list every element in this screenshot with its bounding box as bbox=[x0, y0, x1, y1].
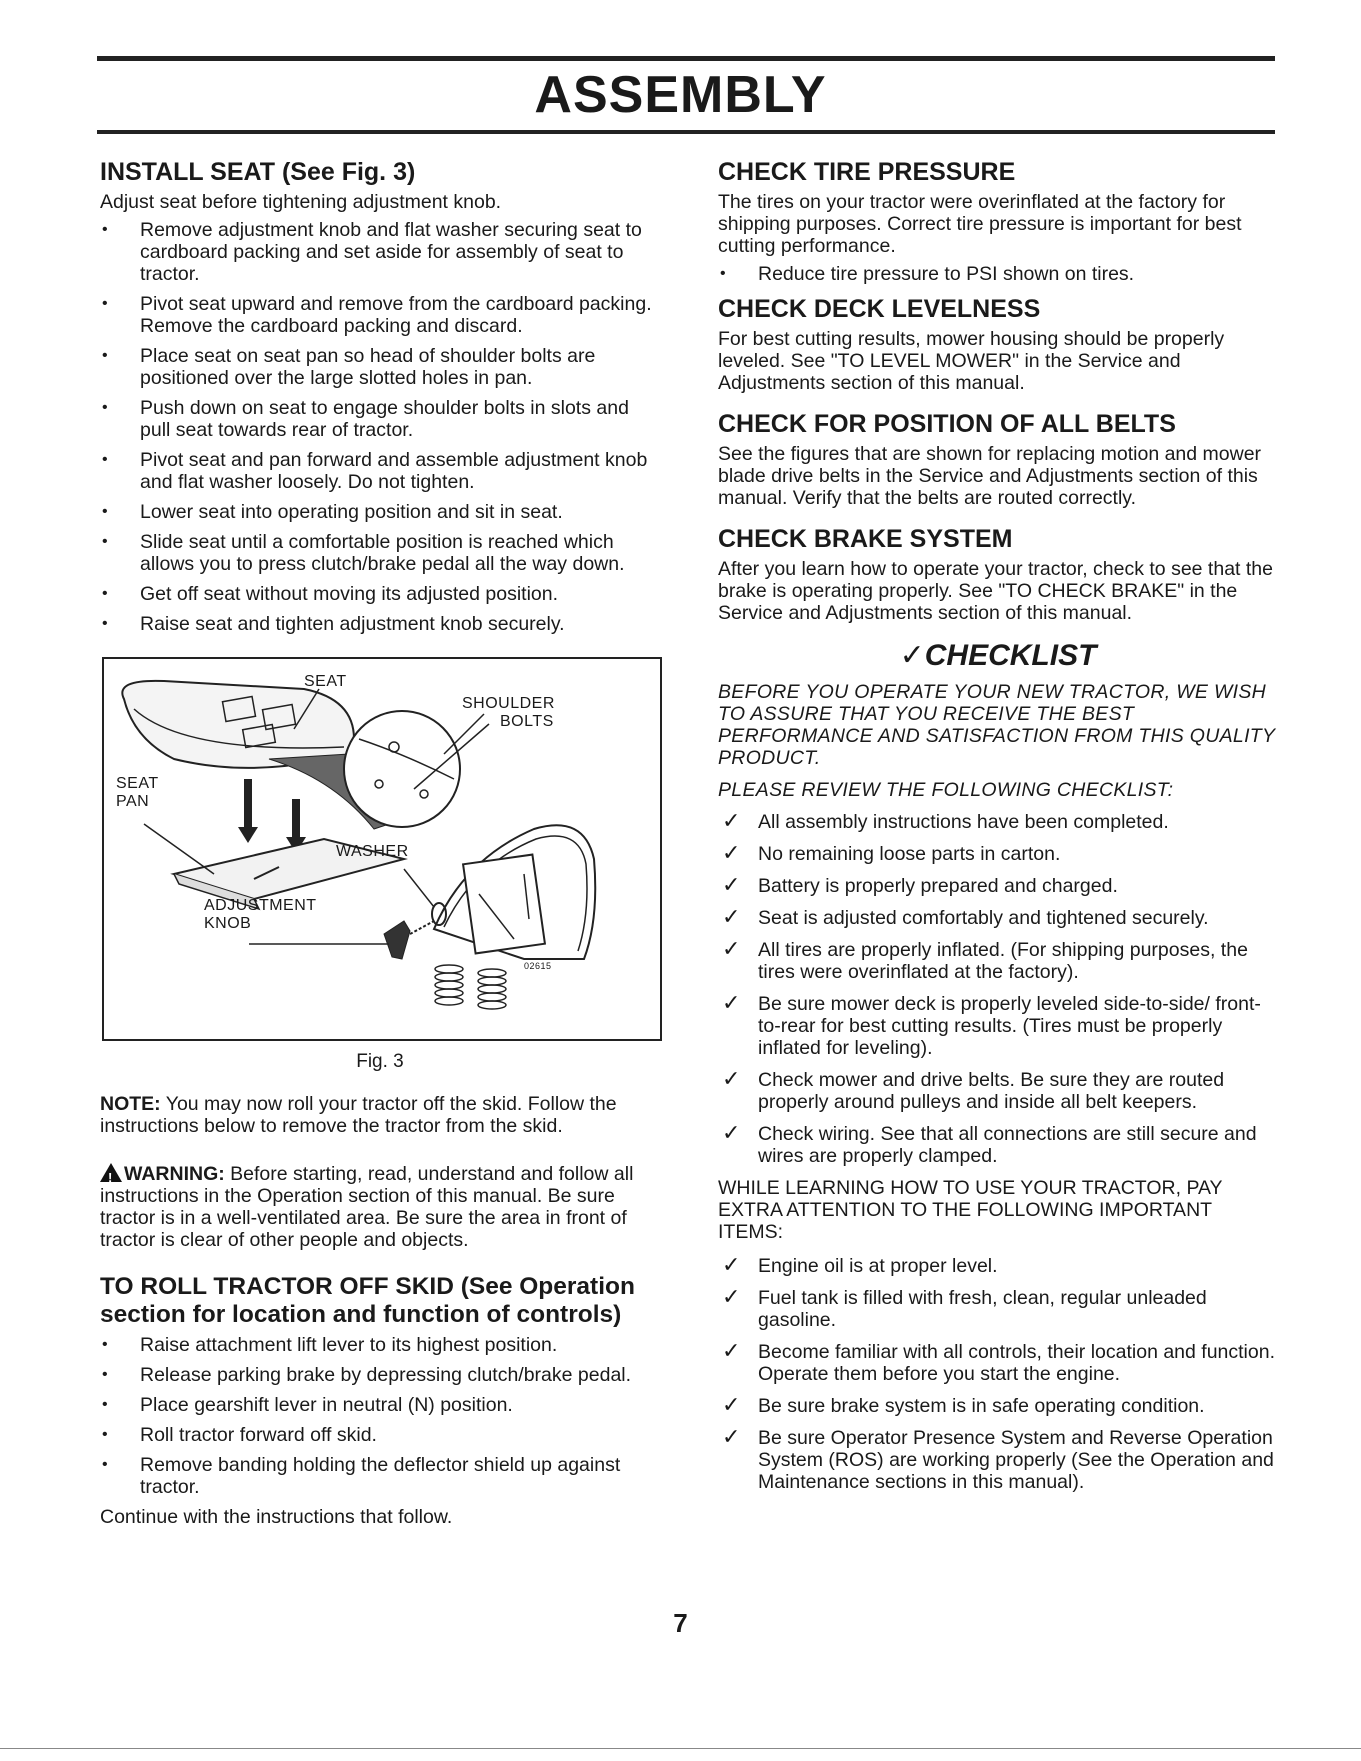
checkmark-icon: ✓ bbox=[722, 1120, 741, 1145]
checklist-item bbox=[718, 904, 1278, 929]
checklist-item-text: Be sure brake system is in safe operating condition. bbox=[758, 1395, 1205, 1417]
roll-tractor-list bbox=[100, 1334, 660, 1498]
header-rule-top bbox=[97, 56, 1275, 61]
list-item: • Get off seat without moving its adjusted position. bbox=[100, 583, 660, 605]
roll-tractor-closing: Continue with the instructions that follow. bbox=[100, 1506, 453, 1528]
checklist-item-text: Seat is adjusted comfortably and tightened securely. bbox=[758, 907, 1209, 929]
install-seat-list bbox=[100, 219, 660, 635]
checkmark-icon: ✓ bbox=[722, 1284, 741, 1309]
checkmark-icon: ✓ bbox=[722, 904, 741, 929]
warning-icon: ! bbox=[100, 1163, 122, 1182]
deck-text: For best cutting results, mower housing should be properly leveled. See "TO LEVEL MOWER" in the Service and Adjustments section of this manual. bbox=[718, 328, 1225, 394]
brake-text: After you learn how to operate your tractor, check to see that the brake is operating properly. See "TO CHECK BRAKE" in the Service and Adjustments section of this manual. bbox=[718, 558, 1273, 624]
checklist-item-text: Fuel tank is filled with fresh, clean, regular unleaded gasoline. bbox=[758, 1287, 1207, 1331]
install-seat-heading: INSTALL SEAT (See Fig. 3) bbox=[100, 158, 416, 186]
label-bolts: BOLTS bbox=[500, 713, 554, 730]
checklist-item-text: Check mower and drive belts. Be sure they are routed properly around pulleys and inside all belt keepers. bbox=[758, 1069, 1225, 1113]
checkmark-icon: ✓ bbox=[722, 990, 741, 1015]
checklist-item bbox=[718, 840, 1278, 865]
install-seat-intro: Adjust seat before tightening adjustment knob. bbox=[100, 191, 502, 213]
checkmark-icon: ✓ bbox=[722, 840, 741, 865]
checklist-item-text: Check wiring. See that all connections are still secure and wires are properly clamped. bbox=[758, 1123, 1257, 1167]
label-seat-pan-2: PAN bbox=[116, 793, 150, 810]
list-item: • Raise seat and tighten adjustment knob securely. bbox=[100, 613, 660, 635]
checklist-review: PLEASE REVIEW THE FOLLOWING CHECKLIST: bbox=[718, 779, 1174, 801]
header-rule-bottom bbox=[97, 130, 1275, 134]
while-learning: WHILE LEARNING HOW TO USE YOUR TRACTOR, PAY EXTRA ATTENTION TO THE FOLLOWING IMPORTANT ITEMS: bbox=[718, 1177, 1223, 1243]
right-column bbox=[718, 150, 1278, 1503]
list-item: • Roll tractor forward off skid. bbox=[100, 1424, 660, 1446]
checklist-item-text: Be sure Operator Presence System and Reverse Operation System (ROS) are working properly (See the Operation and Maintenance sections in this manual). bbox=[758, 1427, 1274, 1493]
list-item: • Pivot seat upward and remove from the cardboard packing. Remove the cardboard packing and discard. bbox=[100, 293, 660, 337]
label-knob: KNOB bbox=[204, 915, 252, 932]
checklist-item bbox=[718, 1338, 1278, 1385]
list-item: • Release parking brake by depressing clutch/brake pedal. bbox=[100, 1364, 660, 1386]
tire-heading: CHECK TIRE PRESSURE bbox=[718, 158, 1016, 186]
checklist-item bbox=[718, 990, 1278, 1059]
list-item: • Place gearshift lever in neutral (N) position. bbox=[100, 1394, 660, 1416]
note-lead: NOTE: bbox=[100, 1093, 161, 1115]
checklist-item bbox=[718, 1120, 1278, 1167]
list-item: • Remove banding holding the deflector shield up against tractor. bbox=[100, 1454, 660, 1498]
page-number: 7 bbox=[673, 1608, 688, 1638]
checklist-item-text: No remaining loose parts in carton. bbox=[758, 843, 1061, 865]
checkmark-icon: ✓ bbox=[722, 936, 741, 961]
bottom-rule bbox=[0, 1748, 1361, 1749]
seat-installation-figure bbox=[102, 657, 662, 1041]
checklist-item bbox=[718, 1284, 1278, 1331]
checkmark-icon: ✓ bbox=[722, 808, 741, 833]
checklist-title: CHECKLIST bbox=[924, 639, 1097, 672]
checklist-item-text: Battery is properly prepared and charged. bbox=[758, 875, 1118, 897]
belts-text: See the figures that are shown for replacing motion and mower blade drive belts in the Service and Adjustments section of this manual. Verify that the belts are routed correctly. bbox=[718, 443, 1262, 509]
deck-heading: CHECK DECK LEVELNESS bbox=[718, 295, 1041, 323]
list-item: • Raise attachment lift lever to its highest position. bbox=[100, 1334, 660, 1356]
checkmark-icon: ✓ bbox=[899, 639, 925, 672]
note-text: You may now roll your tractor off the skid. Follow the instructions below to remove the tractor from the skid. bbox=[100, 1093, 617, 1137]
page-title: ASSEMBLY bbox=[534, 66, 827, 124]
checkmark-icon: ✓ bbox=[722, 1392, 741, 1417]
figure-code: 02615 bbox=[524, 961, 552, 971]
warning-text: Before starting, read, understand and follow all instructions in the Operation section of this manual. Be sure tractor is in a well-ventilated area. Be sure the area in front of tractor is clear of other people and objects. bbox=[100, 1163, 634, 1251]
checklist-item bbox=[718, 1424, 1278, 1493]
checklist-item bbox=[718, 1252, 1278, 1277]
checklist-item bbox=[718, 872, 1278, 897]
checkmark-icon: ✓ bbox=[722, 1424, 741, 1449]
label-seat: SEAT bbox=[304, 673, 347, 690]
roll-tractor-heading: TO ROLL TRACTOR OFF SKID (See Operation section for location and function of controls) bbox=[100, 1273, 635, 1328]
list-item: • Reduce tire pressure to PSI shown on tires. bbox=[718, 263, 1278, 285]
warning-lead: WARNING: bbox=[124, 1163, 225, 1185]
figure-caption: Fig. 3 bbox=[356, 1051, 404, 1072]
checklist-item-text: All tires are properly inflated. (For shipping purposes, the tires were overinflated at the factory). bbox=[758, 939, 1248, 983]
belts-heading: CHECK FOR POSITION OF ALL BELTS bbox=[718, 410, 1176, 438]
label-washer: WASHER bbox=[336, 843, 409, 860]
checklist-item bbox=[718, 1066, 1278, 1113]
checklist-items bbox=[718, 808, 1278, 1167]
checklist-items-2 bbox=[718, 1252, 1278, 1493]
checklist-intro: BEFORE YOU OPERATE YOUR NEW TRACTOR, WE WISH TO ASSURE THAT YOU RECEIVE THE BEST PERFORMANCE AND SATISFACTION FROM THIS QUALITY PRODUCT. bbox=[718, 681, 1275, 769]
label-shoulder: SHOULDER bbox=[462, 695, 555, 712]
list-item: • Push down on seat to engage shoulder bolts in slots and pull seat towards rear of tractor. bbox=[100, 397, 660, 441]
checklist-item-text: Engine oil is at proper level. bbox=[758, 1255, 998, 1277]
checklist-heading bbox=[718, 638, 1278, 673]
label-adjustment: ADJUSTMENT bbox=[204, 897, 317, 914]
brake-heading: CHECK BRAKE SYSTEM bbox=[718, 525, 1013, 553]
checklist-item bbox=[718, 1392, 1278, 1417]
checklist-item-text: Become familiar with all controls, their location and function. Operate them before you start the engine. bbox=[758, 1341, 1275, 1385]
label-seat-pan-1: SEAT bbox=[116, 775, 159, 792]
checklist-item bbox=[718, 808, 1278, 833]
checklist-item-text: All assembly instructions have been completed. bbox=[758, 811, 1169, 833]
checkmark-icon: ✓ bbox=[722, 1066, 741, 1091]
checkmark-icon: ✓ bbox=[722, 1252, 741, 1277]
list-item: • Lower seat into operating position and sit in seat. bbox=[100, 501, 660, 523]
left-column bbox=[100, 150, 660, 1534]
list-item: • Slide seat until a comfortable position is reached which allows you to press clutch/brake pedal all the way down. bbox=[100, 531, 660, 575]
checkmark-icon: ✓ bbox=[722, 1338, 741, 1363]
tire-text: The tires on your tractor were overinflated at the factory for shipping purposes. Correct tire pressure is important for best cutting performance. bbox=[718, 191, 1242, 257]
list-item: • Place seat on seat pan so head of shoulder bolts are positioned over the large slotted holes in pan. bbox=[100, 345, 660, 389]
checkmark-icon: ✓ bbox=[722, 872, 741, 897]
warning-paragraph bbox=[100, 1163, 660, 1251]
list-item: • Remove adjustment knob and flat washer securing seat to cardboard packing and set aside for assembly of seat to tractor. bbox=[100, 219, 660, 285]
list-item: • Pivot seat and pan forward and assemble adjustment knob and flat washer loosely. Do not tighten. bbox=[100, 449, 660, 493]
tire-list bbox=[718, 263, 1278, 285]
checklist-item bbox=[718, 936, 1278, 983]
checklist-item-text: Be sure mower deck is properly leveled side-to-side/ front-to-rear for best cutting results. (Tires must be properly inflated for leveling). bbox=[758, 993, 1261, 1059]
note-paragraph bbox=[100, 1093, 660, 1137]
